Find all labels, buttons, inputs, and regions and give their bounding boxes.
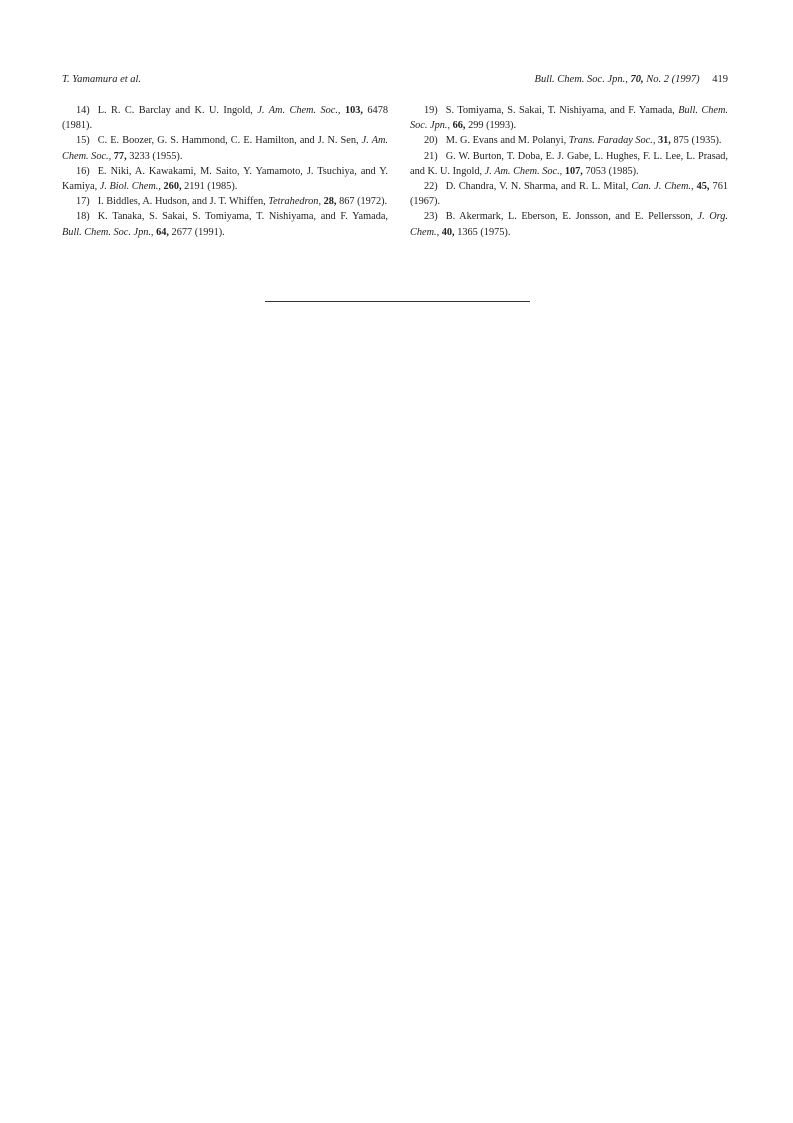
reference-authors: I. Biddles, A. Hudson, and J. T. Whiffen,	[97, 196, 266, 208]
reference-number: 22)	[424, 181, 438, 193]
reference-journal: J. Biol. Chem.,	[99, 181, 161, 193]
reference-item	[410, 179, 728, 209]
reference-pages-year: 6478 (1981).	[62, 105, 388, 132]
reference-number: 18)	[76, 211, 90, 223]
reference-item	[410, 133, 728, 148]
reference-pages-year: 299 (1993).	[468, 120, 517, 132]
reference-authors: K. Tanaka, S. Sakai, S. Tomiyama, T. Nishiyama, and F. Yamada,	[97, 211, 388, 223]
running-head	[62, 72, 728, 88]
author-running-title: T. Yamamura et al.	[62, 74, 142, 85]
journal-issue: No. 2 (1997)	[646, 74, 700, 85]
journal-name: Bull. Chem. Soc. Jpn.,	[534, 74, 628, 85]
reference-pages-year: 7053 (1985).	[585, 165, 639, 177]
journal-running-title	[535, 72, 728, 88]
reference-journal: Tetrahedron,	[268, 196, 322, 208]
reference-volume: 28,	[323, 196, 337, 208]
reference-list	[62, 103, 728, 263]
reference-journal: Trans. Faraday Soc.,	[568, 135, 656, 147]
reference-number: 16)	[76, 165, 90, 177]
end-of-article-rule	[265, 301, 530, 302]
reference-pages-year: 761 (1967).	[410, 181, 728, 208]
reference-item	[62, 103, 388, 133]
reference-journal: Bull. Chem. Soc. Jpn.,	[410, 105, 728, 132]
reference-volume: 103,	[344, 105, 363, 116]
reference-item	[62, 194, 388, 209]
reference-volume: 45,	[696, 181, 710, 193]
reference-pages-year: 1365 (1975).	[457, 226, 511, 238]
reference-journal: Bull. Chem. Soc. Jpn.,	[62, 226, 154, 238]
reference-item	[410, 103, 728, 133]
reference-authors: C. E. Boozer, G. S. Hammond, C. E. Hamilton, and J. N. Sen,	[97, 135, 359, 147]
reference-authors: D. Chandra, V. N. Sharma, and R. L. Mital,	[445, 181, 629, 193]
reference-number: 14)	[76, 105, 90, 116]
reference-item	[410, 209, 728, 239]
reference-authors: S. Tomiyama, S. Sakai, T. Nishiyama, and F. Yamada,	[445, 105, 675, 116]
reference-authors: E. Niki, A. Kawakami, M. Saito, Y. Yamamoto, J. Tsuchiya, and Y. Kamiya,	[62, 165, 388, 193]
reference-authors: G. W. Burton, T. Doba, E. J. Gabe, L. Hughes, F. L. Lee, L. Prasad, and K. U. Ingold,	[410, 150, 728, 177]
reference-pages-year: 2191 (1985).	[184, 181, 238, 193]
reference-number: 17)	[76, 196, 90, 208]
reference-volume: 77,	[113, 150, 127, 162]
reference-journal: J. Am. Chem. Soc.,	[257, 105, 341, 116]
reference-volume: 40,	[441, 226, 455, 238]
reference-number: 21)	[424, 150, 438, 162]
reference-column-right	[410, 103, 728, 240]
reference-journal: J. Org. Chem.,	[410, 211, 728, 238]
reference-pages-year: 2677 (1991).	[171, 226, 225, 238]
reference-authors: M. G. Evans and M. Polanyi,	[445, 135, 567, 147]
reference-volume: 260,	[163, 181, 182, 193]
reference-pages-year: 875 (1935).	[673, 135, 722, 147]
reference-pages-year: 3233 (1955).	[129, 150, 183, 162]
page-number: 419	[712, 74, 728, 85]
reference-item	[62, 164, 388, 194]
reference-volume: 64,	[156, 226, 169, 238]
reference-item	[62, 133, 388, 163]
reference-authors: L. R. C. Barclay and K. U. Ingold,	[97, 105, 253, 116]
reference-journal: J. Am. Chem. Soc.,	[62, 135, 388, 162]
reference-number: 19)	[424, 105, 438, 116]
reference-item	[410, 149, 728, 179]
reference-volume: 66,	[452, 120, 466, 132]
reference-journal: J. Am. Chem. Soc.,	[484, 165, 563, 177]
reference-number: 15)	[76, 135, 90, 147]
reference-number: 20)	[424, 135, 438, 147]
reference-volume: 31,	[657, 135, 671, 147]
reference-pages-year: 867 (1972).	[339, 196, 388, 208]
reference-journal: Can. J. Chem.,	[631, 181, 694, 193]
journal-volume: 70,	[630, 74, 644, 85]
reference-item	[62, 209, 388, 239]
reference-number: 23)	[424, 211, 438, 223]
reference-column-left	[62, 103, 388, 240]
reference-authors: B. Akermark, L. Eberson, E. Jonsson, and E. Pellersson,	[445, 211, 693, 223]
reference-volume: 107,	[564, 165, 583, 177]
